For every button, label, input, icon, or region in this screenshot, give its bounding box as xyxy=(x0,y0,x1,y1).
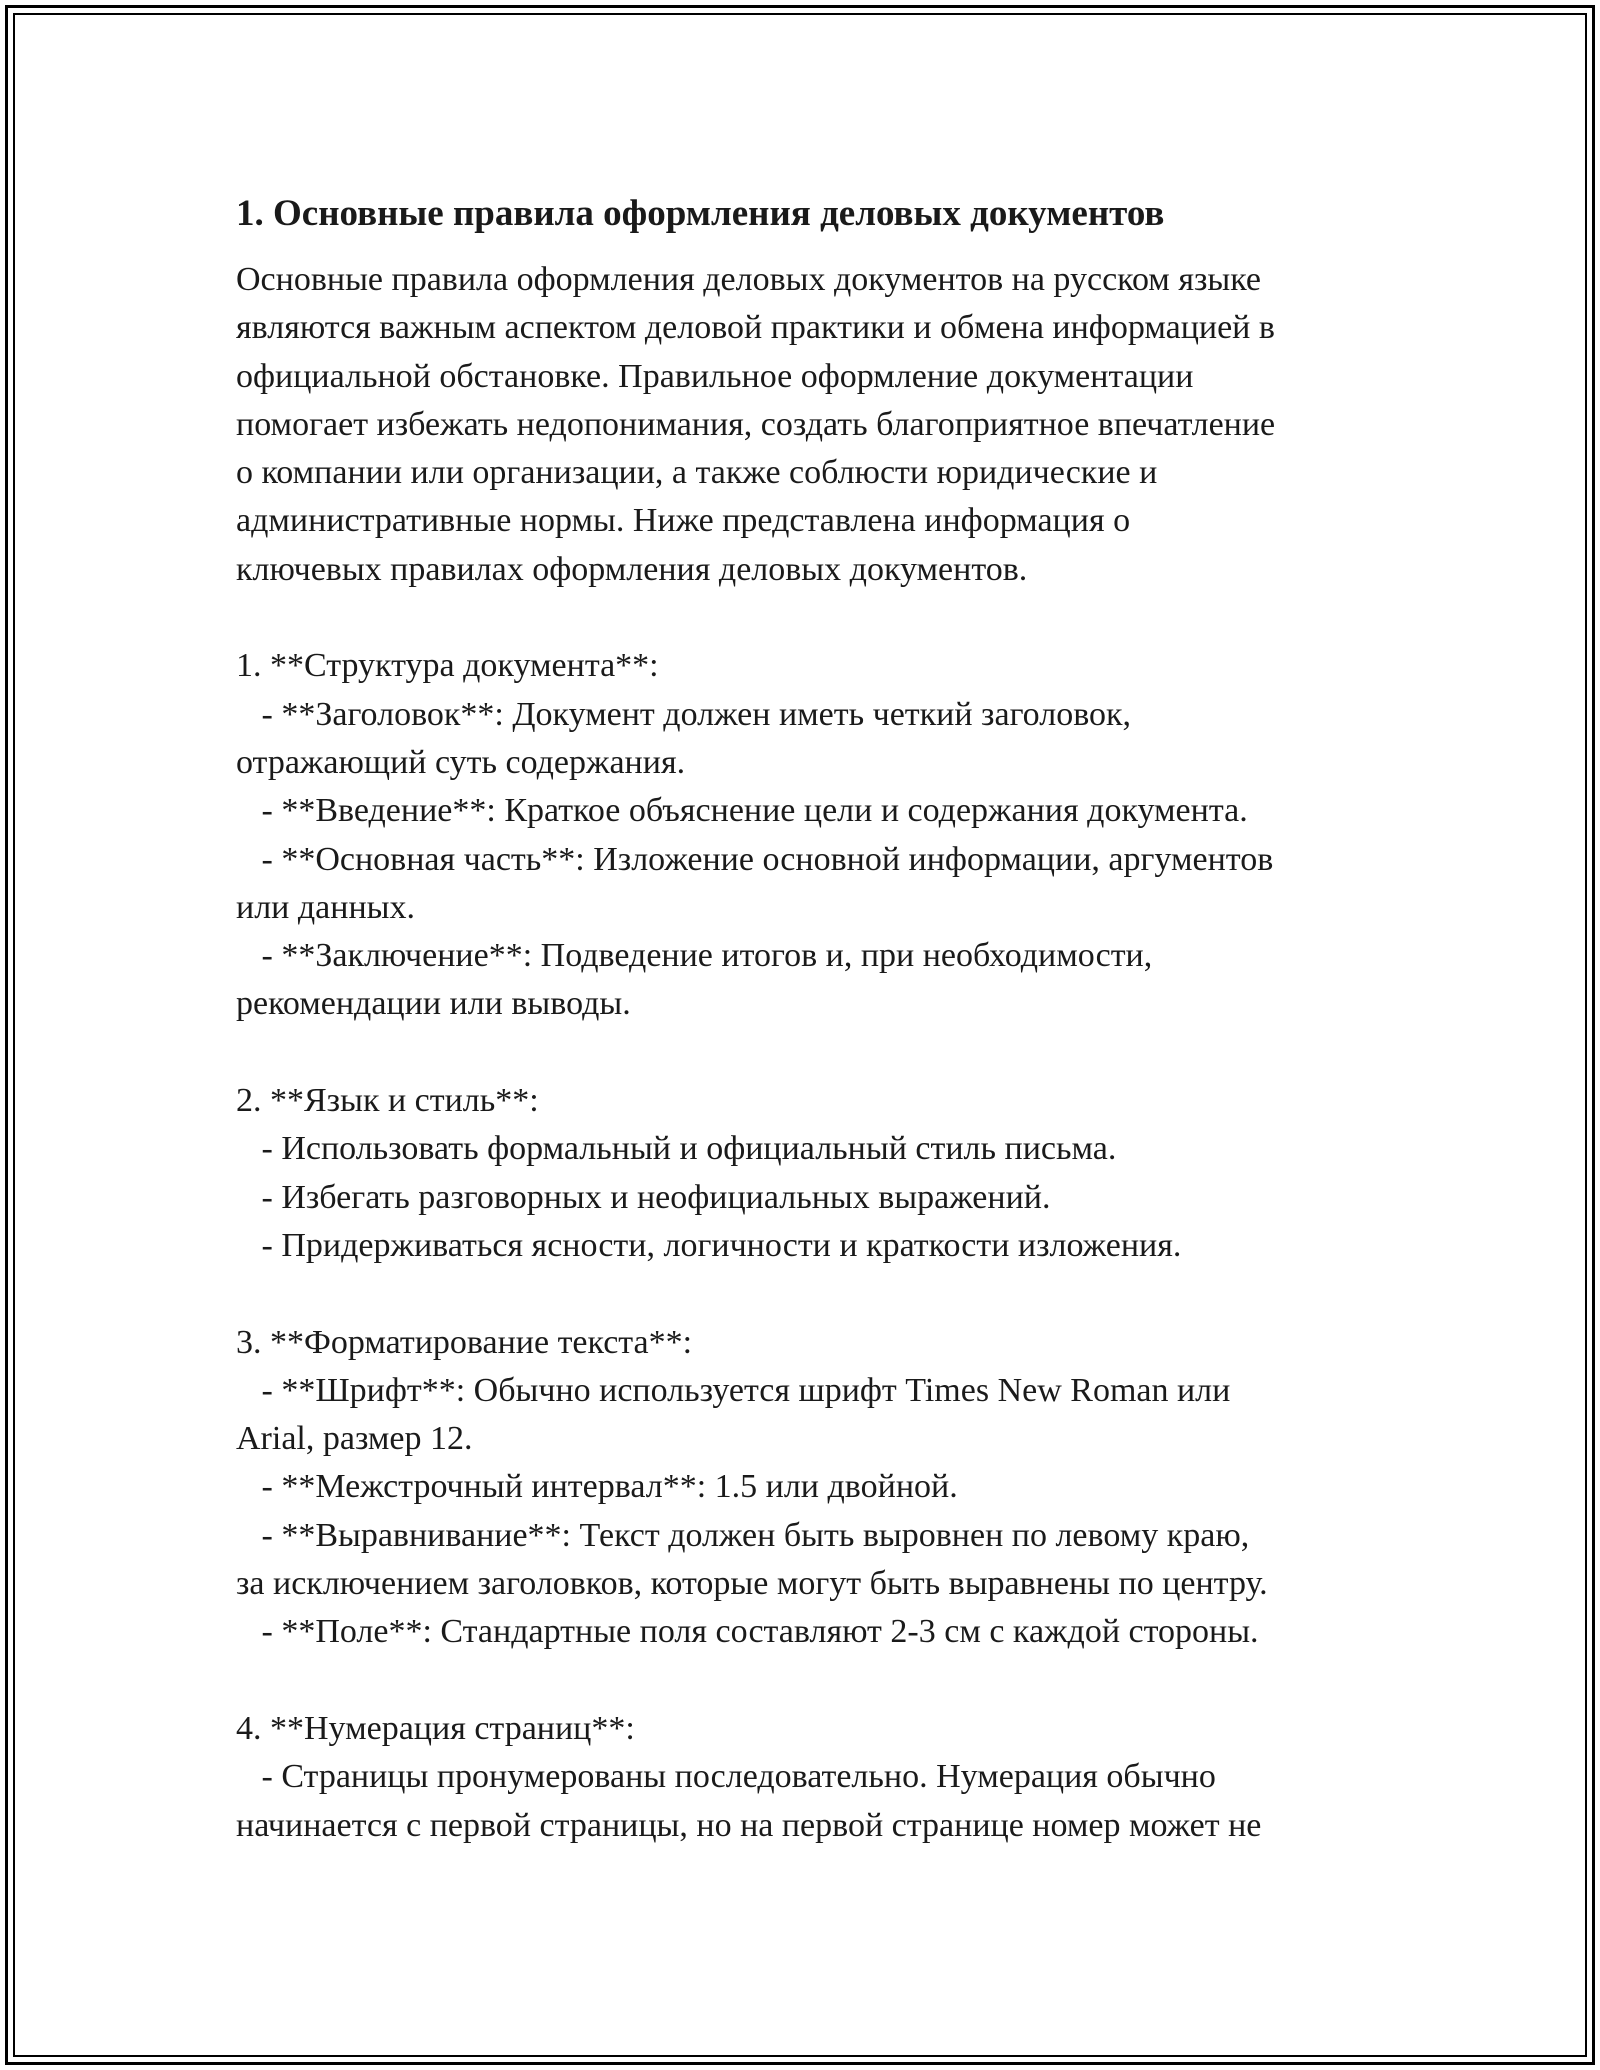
list-section-language xyxy=(236,1077,1386,1270)
list-section-title: 1. **Структура документа**: xyxy=(236,647,659,685)
list-section-structure xyxy=(236,642,1386,1028)
document-body xyxy=(236,185,1386,1850)
list-item-line: рекомендации или выводы. xyxy=(236,985,631,1023)
intro-line: о компании или организации, а также соблюсти юридические и xyxy=(236,454,1158,492)
list-item-line: - Придерживаться ясности, логичности и краткости изложения. xyxy=(236,1226,1182,1264)
list-item-line: - **Межстрочный интервал**: 1.5 или двойной. xyxy=(236,1468,958,1506)
intro-line: официальной обстановке. Правильное оформление документации xyxy=(236,357,1194,395)
intro-line: помогает избежать недопонимания, создать благоприятное впечатление xyxy=(236,405,1276,443)
list-section-page-numbering xyxy=(236,1705,1386,1850)
list-item-line: отражающий суть содержания. xyxy=(236,743,686,781)
intro-paragraph xyxy=(236,256,1386,594)
intro-line: Основные правила оформления деловых документов на русском языке xyxy=(236,261,1261,298)
list-item-line: - **Выравнивание**: Текст должен быть выровнен по левому краю, xyxy=(236,1516,1250,1554)
list-item-line: - **Заголовок**: Документ должен иметь четкий заголовок, xyxy=(236,695,1132,733)
paragraph-gap xyxy=(236,1270,1386,1318)
list-item-line: - Использовать формальный и официальный стиль письма. xyxy=(236,1130,1117,1168)
list-item-line: Arial, размер 12. xyxy=(236,1420,473,1458)
intro-line: административные нормы. Ниже представлена информация о xyxy=(236,502,1131,540)
list-item-line: - **Введение**: Краткое объяснение цели и содержания документа. xyxy=(236,792,1248,830)
list-item-line: - Избегать разговорных и неофициальных выражений. xyxy=(236,1178,1051,1216)
list-section-title: 4. **Нумерация страниц**: xyxy=(236,1709,635,1747)
paragraph-gap xyxy=(236,1657,1386,1705)
section-heading: 1. Основные правила оформления деловых документов xyxy=(236,193,1165,234)
intro-line: являются важным аспектом деловой практики и обмена информацией в xyxy=(236,309,1275,347)
list-item-line: - **Поле**: Стандартные поля составляют 2-3 см с каждой стороны. xyxy=(236,1613,1259,1651)
list-item-line: - **Заключение**: Подведение итогов и, при необходимости, xyxy=(236,937,1153,975)
list-item-line: - **Основная часть**: Изложение основной информации, аргументов xyxy=(236,840,1274,878)
list-item-line: или данных. xyxy=(236,888,415,926)
paragraph-gap xyxy=(236,594,1386,642)
list-section-title: 2. **Язык и стиль**: xyxy=(236,1082,539,1120)
list-section-formatting xyxy=(236,1319,1386,1657)
intro-line: ключевых правилах оформления деловых документов. xyxy=(236,550,1028,588)
list-section-title: 3. **Форматирование текста**: xyxy=(236,1323,693,1361)
list-item-line: за исключением заголовков, которые могут быть выравнены по центру. xyxy=(236,1565,1268,1603)
paragraph-gap xyxy=(236,1029,1386,1077)
list-item-line: - **Шрифт**: Обычно используется шрифт Times New Roman или xyxy=(236,1371,1231,1409)
list-item-line: начинается с первой страницы, но на первой странице номер может не xyxy=(236,1806,1262,1844)
list-item-line: - Страницы пронумерованы последовательно. Нумерация обычно xyxy=(236,1758,1216,1796)
